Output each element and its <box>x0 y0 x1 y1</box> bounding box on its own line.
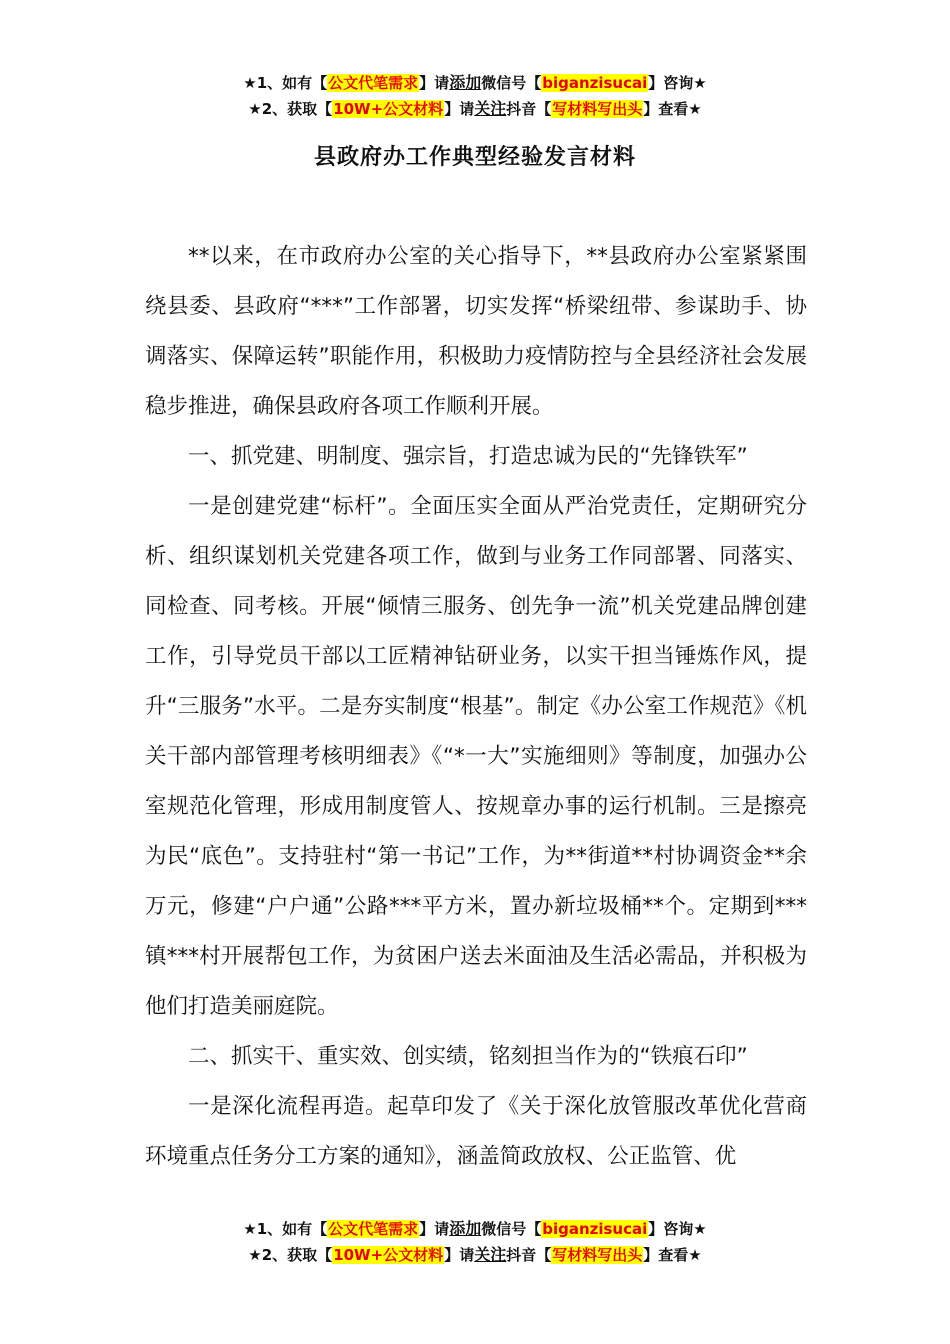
highlight-materials: 10W+公文材料 <box>333 1246 444 1264</box>
header-banner <box>0 70 950 122</box>
banner-line-1: ★1、如有【公文代笔需求】请添加微信号【biganzisucai】咨询★ <box>243 1219 707 1238</box>
highlight-ghostwriting: 公文代笔需求 <box>328 1220 419 1238</box>
paragraph-section-2: 一是深化流程再造。起草印发了《关于深化放管服改革优化营商环境重点任务分工方案的通知》，涵盖简政放权、公正监管、优 <box>145 1094 807 1169</box>
highlight-wechat-id: biganzisucai <box>542 74 648 92</box>
highlight-douyin: 写材料写出头 <box>552 100 643 118</box>
document-body <box>145 232 807 1182</box>
highlight-wechat-id: biganzisucai <box>542 1220 648 1238</box>
paragraph-section-1: 一是创建党建“标杆”。全面压实全面从严治党责任，定期研究分析、组织谋划机关党建各项工作，做到与业务工作同部署、同落实、同检查、同考核。开展“倾情三服务、创先争一流”机关党建品牌创建工作，引导党员干部以工匠精神钻研业务，以实干担当锤炼作风，提升“三服务”水平。二是夯实制度“根基”。制定《办公室工作规范》《机关干部内部管理考核明细表》《“*一大”实施细则》等制度，加强办公室规范化管理，形成用制度管人、按规章办事的运行机制。三是擦亮为民“底色”。支持驻村“第一书记”工作，为**街道**村协调资金**余万元，修建“户户通”公路***平方米，置办新垃圾桶**个。定期到***镇***村开展帮包工作，为贫困户送去米面油及生活必需品，并积极为他们打造美丽庭院。 <box>145 494 807 1019</box>
section-heading-2: 二、抓实干、重实效、创实绩，铭刻担当作为的“铁痕石印” <box>188 1044 748 1069</box>
banner-line-1: ★1、如有【公文代笔需求】请添加微信号【biganzisucai】咨询★ <box>243 73 707 92</box>
highlight-materials: 10W+公文材料 <box>333 100 444 118</box>
banner-line-2: ★2、获取【10W+公文材料】请关注抖音【写材料写出头】查看★ <box>248 99 702 118</box>
footer-banner <box>0 1216 950 1268</box>
document-title: 县政府办工作典型经验发言材料 <box>313 145 636 170</box>
paragraph-intro: **以来，在市政府办公室的关心指导下，**县政府办公室紧紧围绕县委、县政府“***”工作部署，切实发挥“桥梁纽带、参谋助手、协调落实、保障运转”职能作用，积极助力疫情防控与全县经济社会发展稳步推进，确保县政府各项工作顺利开展。 <box>145 244 807 419</box>
section-heading-1: 一、抓党建、明制度、强宗旨，打造忠诚为民的“先锋铁军” <box>188 444 748 469</box>
highlight-douyin: 写材料写出头 <box>552 1246 643 1264</box>
highlight-ghostwriting: 公文代笔需求 <box>328 74 419 92</box>
banner-line-2: ★2、获取【10W+公文材料】请关注抖音【写材料写出头】查看★ <box>248 1245 702 1264</box>
